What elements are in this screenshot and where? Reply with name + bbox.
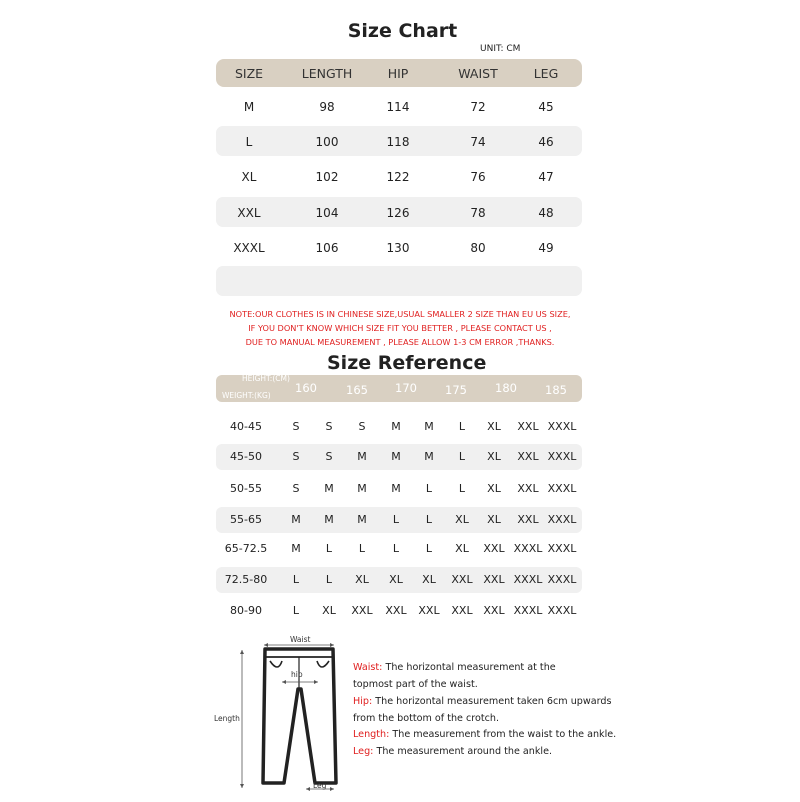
height-column-header: 175 — [445, 383, 467, 397]
size-reference-cell: L — [458, 482, 466, 495]
size-reference-cell: L — [458, 450, 466, 463]
length-diagram-label: Length — [214, 714, 240, 723]
size-reference-cell: XXL — [517, 513, 539, 526]
waist-diagram-label: Waist — [290, 635, 311, 644]
height-column-header: 180 — [495, 381, 517, 395]
size-chart-cell: 45 — [538, 100, 554, 114]
height-label: HEIGHT:(CM) — [242, 374, 290, 383]
hip-diagram-label: hip — [291, 670, 303, 679]
size-chart-cell: 46 — [538, 135, 554, 149]
hip-definition: Hip: The horizontal measurement taken 6cm upwards — [353, 696, 612, 707]
size-reference-cell: XXXL — [513, 573, 543, 586]
size-chart-cell: 100 — [315, 135, 339, 149]
size-reference-cell: S — [292, 420, 300, 433]
size-chart-cell: 98 — [319, 100, 335, 114]
note-line-1: NOTE:OUR CLOTHES IS IN CHINESE SIZE,USUAL SMALLER 2 SIZE THAN EU US SIZE, — [229, 309, 571, 319]
size-reference-cell: M — [357, 450, 367, 463]
size-reference-cell: XXXL — [547, 482, 577, 495]
size-reference-cell: XL — [322, 604, 336, 617]
size-reference-cell: XXXL — [513, 542, 543, 555]
size-reference-cell: XL — [455, 542, 469, 555]
size-chart-cell: 78 — [470, 206, 486, 220]
note-line-2: IF YOU DON'T KNOW WHICH SIZE FIT YOU BETTER , PLEASE CONTACT US , — [248, 323, 552, 333]
height-column-header: 160 — [295, 381, 317, 395]
size-reference-cell: M — [357, 513, 367, 526]
size-reference-cell: L — [392, 513, 400, 526]
size-reference-cell: XXL — [385, 604, 407, 617]
leg-definition: Leg: The measurement around the ankle. — [353, 746, 553, 757]
size-chart-cell: XL — [241, 170, 257, 184]
size-chart-cell: 48 — [538, 206, 554, 220]
size-reference-cell: XXXL — [547, 573, 577, 586]
size-reference-cell: XXL — [517, 482, 539, 495]
table-row-background — [216, 266, 582, 296]
size-reference-cell: M — [324, 482, 334, 495]
size-chart-cell: XXL — [237, 206, 261, 220]
size-reference-cell: L — [358, 542, 366, 555]
note-line-3: DUE TO MANUAL MEASUREMENT , PLEASE ALLOW 1-3 CM ERROR ,THANKS. — [245, 337, 555, 347]
height-column-header: 185 — [545, 383, 567, 397]
size-chart-cell: 102 — [315, 170, 339, 184]
unit-label: UNIT: CM — [480, 44, 521, 54]
size-reference-cell: XXL — [483, 573, 505, 586]
waist-definition-cont: topmost part of the waist. — [353, 679, 478, 690]
size-reference-cell: L — [425, 482, 433, 495]
weight-label: WEIGHT:(KG) — [222, 391, 271, 400]
size-reference-cell: M — [391, 420, 401, 433]
size-reference-cell: L — [425, 513, 433, 526]
size-reference-cell: L — [292, 604, 300, 617]
size-reference-cell: XXXL — [513, 604, 543, 617]
size-reference-cell: L — [325, 573, 333, 586]
size-reference-cell: L — [292, 573, 300, 586]
size-chart-cell: 74 — [470, 135, 486, 149]
size-reference-cell: XXXL — [547, 420, 577, 433]
size-chart-cell: 72 — [470, 100, 486, 114]
hip-definition-cont: from the bottom of the crotch. — [353, 713, 500, 724]
weight-row-label: 40-45 — [230, 420, 262, 433]
size-reference-cell: XL — [487, 513, 501, 526]
size-reference-cell: XL — [455, 513, 469, 526]
size-chart-cell: 76 — [470, 170, 486, 184]
size-chart-cell: 118 — [386, 135, 410, 149]
weight-row-label: 55-65 — [230, 513, 262, 526]
size-reference-cell: XXXL — [547, 604, 577, 617]
size-chart-cell: 122 — [386, 170, 410, 184]
size-chart-cell: 126 — [386, 206, 410, 220]
size-reference-cell: S — [325, 450, 333, 463]
size-chart-title: Size Chart — [347, 20, 458, 42]
size-reference-cell: XXXL — [547, 450, 577, 463]
size-reference-cell: XL — [487, 482, 501, 495]
size-reference-cell: M — [324, 513, 334, 526]
size-chart-cell: 104 — [315, 206, 339, 220]
size-reference-cell: XL — [487, 420, 501, 433]
size-reference-cell: XL — [389, 573, 403, 586]
size-reference-cell: XL — [422, 573, 436, 586]
size-reference-cell: XXL — [517, 420, 539, 433]
weight-row-label: 50-55 — [230, 482, 262, 495]
height-column-header: 165 — [346, 383, 368, 397]
weight-row-label: 72.5-80 — [224, 573, 268, 586]
size-reference-cell: M — [424, 450, 434, 463]
size-reference-cell: L — [425, 542, 433, 555]
size-chart-cell: 80 — [470, 241, 486, 255]
size-reference-title: Size Reference — [327, 352, 487, 374]
size-reference-cell: XXL — [517, 450, 539, 463]
size-reference-cell: XXL — [351, 604, 373, 617]
size-chart-header-cell: LENGTH — [301, 66, 353, 81]
size-chart-header-cell: LEG — [533, 66, 559, 81]
size-reference-cell: XXL — [451, 573, 473, 586]
size-reference-cell: XL — [487, 450, 501, 463]
size-reference-cell: XXL — [451, 604, 473, 617]
size-chart-header-cell: HIP — [387, 66, 409, 81]
size-reference-cell: XXL — [483, 542, 505, 555]
size-chart-header-cell: SIZE — [234, 66, 264, 81]
weight-row-label: 65-72.5 — [224, 542, 268, 555]
height-column-header: 170 — [395, 381, 417, 395]
weight-row-label: 80-90 — [230, 604, 262, 617]
leg-diagram-label: Leg — [313, 781, 327, 790]
size-reference-cell: L — [458, 420, 466, 433]
size-reference-cell: XXL — [418, 604, 440, 617]
size-chart-cell: 49 — [538, 241, 554, 255]
size-reference-cell: L — [325, 542, 333, 555]
size-chart-cell: 47 — [538, 170, 554, 184]
size-reference-cell: M — [424, 420, 434, 433]
size-reference-cell: XL — [355, 573, 369, 586]
size-chart-cell: L — [245, 135, 253, 149]
size-chart-cell: XXXL — [233, 241, 265, 255]
size-reference-cell: M — [291, 513, 301, 526]
size-chart-cell: 114 — [386, 100, 410, 114]
size-reference-cell: M — [391, 482, 401, 495]
size-reference-cell: XXXL — [547, 542, 577, 555]
size-reference-cell: S — [292, 482, 300, 495]
size-reference-cell: S — [292, 450, 300, 463]
size-reference-cell: L — [392, 542, 400, 555]
length-definition: Length: The measurement from the waist to the ankle. — [353, 729, 617, 740]
weight-row-label: 45-50 — [230, 450, 262, 463]
size-reference-cell: XXXL — [547, 513, 577, 526]
size-chart-cell: 130 — [386, 241, 410, 255]
size-chart-header-cell: WAIST — [458, 66, 498, 81]
size-reference-cell: S — [325, 420, 333, 433]
size-reference-cell: M — [391, 450, 401, 463]
waist-definition: Waist: The horizontal measurement at the — [353, 662, 556, 673]
size-reference-cell: M — [291, 542, 301, 555]
size-reference-cell: XXL — [483, 604, 505, 617]
size-chart-cell: M — [243, 100, 255, 114]
size-chart-cell: 106 — [315, 241, 339, 255]
size-reference-cell: S — [358, 420, 366, 433]
size-reference-cell: M — [357, 482, 367, 495]
